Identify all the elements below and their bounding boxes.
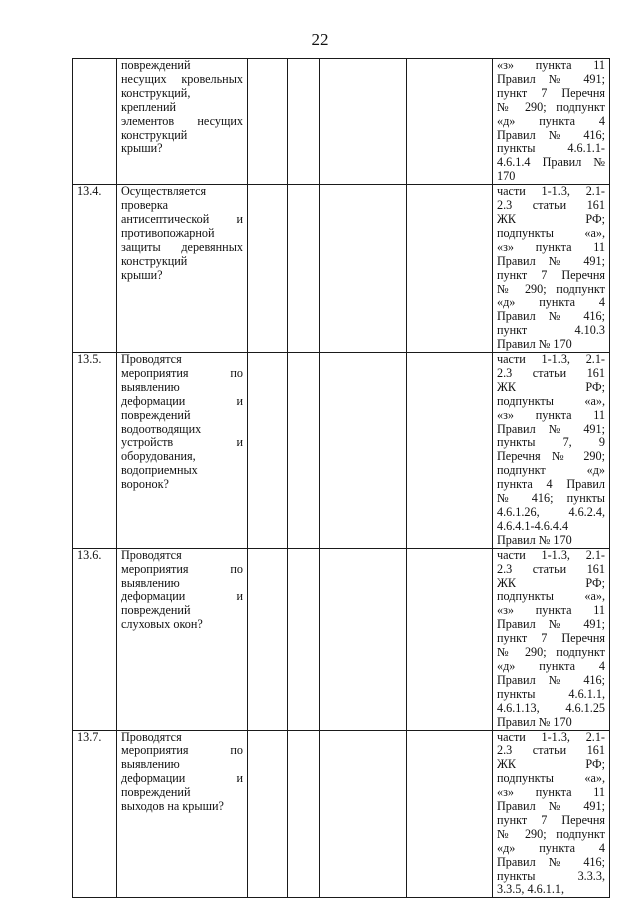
cell-text-line: пункт 7 Перечня (497, 631, 605, 646)
cell-text-line: оборудования, (121, 449, 196, 464)
cell-text-line: № 416; пункты (497, 491, 605, 506)
cell-text-line: выходов на крыши? (121, 799, 224, 814)
cell-text-line: устройств и (121, 435, 243, 450)
cell-text-line: конструкций (121, 253, 188, 268)
checklist-table (72, 58, 610, 898)
cell-text-line: 2.3 статьи 161 (497, 198, 605, 213)
cell-text-line: подпункты «а», (497, 393, 605, 408)
cell-text-line: проверка (121, 198, 169, 213)
cell-text-line: № 290; подпункт (497, 99, 605, 114)
cell-text-line: № 290; подпункт (497, 645, 605, 660)
cell-text-line: повреждений (121, 407, 191, 422)
cell-text-line: Правил № 416; (497, 127, 605, 142)
cell-text-line: 170 (497, 169, 516, 184)
cell-text-line: 4.6.1.13, 4.6.1.25 (497, 700, 605, 715)
cell-text-line: водоотводящих (121, 421, 202, 436)
cell-text-line: антисептической и (121, 211, 243, 226)
cell-text-line: пункты 4.6.1.1- (497, 141, 605, 156)
cell-text-line: «з» пункта 11 (497, 58, 605, 72)
cell-text-line: № 290; подпункт (497, 281, 605, 296)
cell-text-line: Правил № 491; (497, 421, 605, 436)
cell-text-line: мероприятия по (121, 743, 243, 758)
cell-text-line: креплений (121, 99, 177, 114)
cell-text-line: выявлению (121, 379, 180, 394)
cell-text-line: 3.3.5, 4.6.1.1, (497, 882, 565, 897)
cell-text-line: «д» пункта 4 (497, 113, 605, 128)
empty-cell (320, 730, 407, 898)
cell-text-line: повреждений (121, 603, 191, 618)
question-cell (117, 548, 248, 730)
cell-text-line: пункты 4.6.1.1, (497, 686, 605, 701)
cell-text-line: воронок? (121, 477, 169, 492)
empty-cell (288, 730, 320, 898)
empty-cell (407, 59, 493, 185)
cell-text-line: Правил № 416; (497, 309, 605, 324)
cell-text-line: повреждений (121, 785, 191, 800)
cell-text-line: 2.3 статьи 161 (497, 365, 605, 380)
cell-text-line: 4.6.4.1-4.6.4.4 (497, 518, 569, 533)
cell-text-line: Правил № 170 (497, 714, 572, 729)
cell-text-line: пункт 7 Перечня (497, 267, 605, 282)
cell-text-line: конструкций, (121, 85, 191, 100)
cell-text-line: подпункты «а», (497, 589, 605, 604)
cell-text-line: элементов несущих (121, 113, 243, 128)
empty-cell (407, 548, 493, 730)
cell-text-line: части 1-1.3, 2.1- (497, 547, 605, 562)
cell-text-line: части 1-1.3, 2.1- (497, 729, 605, 744)
cell-text-line: Проводятся (121, 547, 182, 562)
cell-text-line: Проводятся (121, 729, 182, 744)
empty-cell (248, 59, 288, 185)
cell-text-line: выявлению (121, 757, 180, 772)
table-row (73, 353, 610, 549)
reference-cell (493, 548, 610, 730)
question-cell (117, 59, 248, 185)
empty-cell (407, 730, 493, 898)
empty-cell (320, 353, 407, 549)
cell-text-line: Правил № 170 (497, 532, 572, 547)
page-number: 22 (311, 30, 329, 49)
cell-text-line: 2.3 статьи 161 (497, 743, 605, 758)
cell-text-line: Перечня № 290; (497, 449, 605, 464)
cell-text-line: деформации и (121, 393, 243, 408)
cell-text-line: пункт 7 Перечня (497, 85, 605, 100)
cell-text-line: 4.6.1.4 Правил № (497, 155, 605, 170)
cell-text-line: Правил № 416; (497, 854, 605, 869)
cell-text-line: подпункт «д» (497, 463, 605, 478)
cell-text-line: № 290; подпункт (497, 826, 605, 841)
cell-text-line: Проводятся (121, 352, 182, 367)
cell-text-line: Правил № 491; (497, 617, 605, 632)
cell-text-line: слуховых окон? (121, 617, 203, 632)
table-row (73, 185, 610, 353)
cell-text-line: ЖК РФ; (497, 757, 605, 772)
empty-cell (248, 548, 288, 730)
reference-cell (493, 59, 610, 185)
cell-text-line: деформации и (121, 589, 243, 604)
cell-text-line: «з» пункта 11 (497, 785, 605, 800)
empty-cell (248, 185, 288, 353)
cell-text-line: Правил № 491; (497, 799, 605, 814)
cell-text-line: «д» пункта 4 (497, 295, 605, 310)
cell-text-line: мероприятия по (121, 561, 243, 576)
empty-cell (288, 548, 320, 730)
cell-text-line: «з» пункта 11 (497, 239, 605, 254)
cell-text-line: «з» пункта 11 (497, 603, 605, 618)
empty-cell (407, 185, 493, 353)
question-cell (117, 730, 248, 898)
cell-text-line: мероприятия по (121, 365, 243, 380)
cell-text-line: Правил № 416; (497, 672, 605, 687)
empty-cell (320, 59, 407, 185)
empty-cell (320, 185, 407, 353)
table-row (73, 548, 610, 730)
cell-text-line: «д» пункта 4 (497, 658, 605, 673)
cell-text-line: ЖК РФ; (497, 575, 605, 590)
cell-text-line: пункты 7, 9 (497, 435, 605, 450)
cell-text-line: ЖК РФ; (497, 211, 605, 226)
cell-text-line: противопожарной (121, 225, 215, 240)
table-row (73, 730, 610, 898)
cell-text-line: крыши? (121, 141, 163, 156)
cell-text-line: подпункты «а», (497, 771, 605, 786)
cell-text-line: пункта 4 Правил (497, 477, 605, 492)
row-number-cell: 13.6. (73, 548, 117, 730)
reference-cell (493, 353, 610, 549)
row-number-cell: 13.4. (73, 185, 117, 353)
cell-text-line: «з» пункта 11 (497, 407, 605, 422)
cell-text-line: Осуществляется (121, 184, 207, 199)
empty-cell (248, 353, 288, 549)
cell-text-line: деформации и (121, 771, 243, 786)
cell-text-line: выявлению (121, 575, 180, 590)
question-cell (117, 353, 248, 549)
cell-text-line: ЖК РФ; (497, 379, 605, 394)
empty-cell (320, 548, 407, 730)
reference-cell (493, 185, 610, 353)
cell-text-line: подпункты «а», (497, 225, 605, 240)
cell-text-line: пункт 4.10.3 (497, 323, 605, 338)
cell-text-line: повреждений (121, 58, 191, 72)
cell-text-line: 4.6.1.26, 4.6.2.4, (497, 505, 605, 519)
cell-text-line: Правил № 170 (497, 337, 572, 352)
empty-cell (288, 185, 320, 353)
cell-text-line: конструкций (121, 127, 188, 142)
cell-text-line: 2.3 статьи 161 (497, 561, 605, 576)
cell-text-line: защиты деревянных (121, 239, 243, 254)
cell-text-line: пункт 7 Перечня (497, 812, 605, 827)
cell-text-line: пункты 3.3.3, (497, 868, 605, 883)
cell-text-line: несущих кровельных (121, 71, 243, 86)
cell-text-line: части 1-1.3, 2.1- (497, 184, 605, 199)
row-number-cell (73, 59, 117, 185)
empty-cell (288, 353, 320, 549)
row-number-cell: 13.7. (73, 730, 117, 898)
cell-text-line: Правил № 491; (497, 71, 605, 86)
cell-text-line: части 1-1.3, 2.1- (497, 352, 605, 367)
cell-text-line: водоприемных (121, 463, 198, 478)
cell-text-line: крыши? (121, 267, 163, 282)
empty-cell (407, 353, 493, 549)
empty-cell (288, 59, 320, 185)
table-row (73, 59, 610, 185)
row-number-cell: 13.5. (73, 353, 117, 549)
empty-cell (248, 730, 288, 898)
question-cell (117, 185, 248, 353)
reference-cell (493, 730, 610, 898)
cell-text-line: «д» пункта 4 (497, 840, 605, 855)
cell-text-line: Правил № 491; (497, 253, 605, 268)
